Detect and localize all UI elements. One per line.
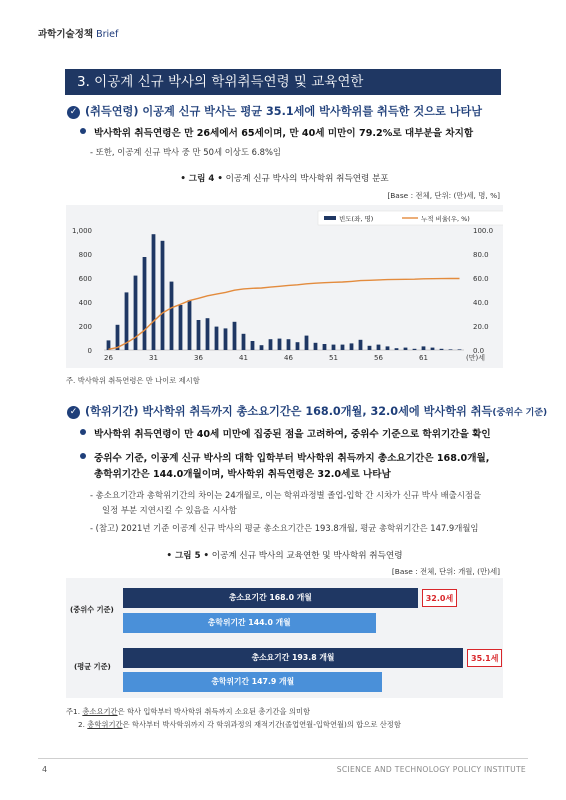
- group-label-median: (중위수 기준): [70, 605, 114, 614]
- bar-age-30: [143, 257, 147, 350]
- bar-age-41: [242, 334, 246, 350]
- publication-header: [38, 26, 118, 40]
- bullet-dot-icon: [80, 128, 86, 134]
- bar-median-degree-period: 총학위기간 144.0 개월: [123, 613, 376, 633]
- check-circle-icon: ✓: [67, 406, 80, 419]
- bar-age-62: [431, 348, 435, 350]
- age-callout-mean: 35.1세: [467, 649, 502, 667]
- note1-term: 총소요기간: [82, 707, 118, 716]
- block2-heading-basis: (중위수 기준): [492, 408, 548, 418]
- x-tick-label: 26: [104, 354, 113, 362]
- block1-bullet-text: 박사학위 취득연령은 만 26세에서 65세이며, 만 40세 미만이 79.2%로 대부분을 차지함: [94, 128, 474, 139]
- legend-bar-label: 빈도(좌, 명): [339, 215, 374, 223]
- legend-line-label: 누적 비율(우, %): [421, 215, 470, 223]
- left-tick-label: 400: [78, 299, 92, 307]
- bar-mean-degree-period: 총학위기간 147.9 개월: [123, 672, 382, 692]
- bullet-dot-icon: [80, 453, 86, 459]
- bar-age-53: [350, 343, 354, 350]
- bar-age-48: [305, 336, 309, 350]
- block2-bullet1: [80, 427, 491, 443]
- bar-age-35: [188, 300, 192, 350]
- figure5-base: [Base : 전체, 단위: 개월, (만)세]: [391, 567, 500, 576]
- figure5-note2: [78, 718, 401, 731]
- bar-age-47: [296, 342, 300, 350]
- block2-bullet2-line1: 중위수 기준, 이공계 신규 박사의 대학 입학부터 박사학위 취득까지 총소요기간은 168.0개월,: [94, 453, 490, 464]
- block2-sub1-line1: - 총소요기간과 총학위기간의 차이는 24개월로, 이는 학위과정별 졸업-입학 간 시차가 신규 박사 배출시점을: [90, 490, 482, 500]
- bar-age-64: [449, 349, 453, 350]
- footer-divider: [38, 758, 528, 759]
- left-tick-label: 200: [78, 323, 92, 331]
- note1-prefix: 주1.: [66, 707, 83, 716]
- bar-age-42: [251, 341, 255, 350]
- page-number: 4: [42, 765, 48, 774]
- x-tick-label: 46: [284, 354, 293, 362]
- figure5-title: [66, 549, 503, 561]
- figure5-label: • 그림 5 •: [166, 551, 210, 561]
- bar-age-56: [377, 345, 381, 350]
- block2-bullet1-text: 박사학위 취득연령이 만 40세 미만에 집중된 점을 고려하여, 중위수 기준으로 학위기간을 확인: [94, 429, 491, 440]
- block2-heading: [67, 403, 547, 419]
- check-circle-icon: ✓: [67, 106, 80, 119]
- figure4-title-text: 이공계 신규 박사의 박사학위 취득연령 분포: [225, 174, 389, 184]
- bar-age-39: [224, 328, 228, 350]
- figure4-note: 주. 박사학위 취득연령은 만 나이로 제시함: [66, 376, 200, 385]
- bar-age-31: [152, 234, 156, 350]
- bar-age-59: [404, 348, 408, 350]
- bar-age-65: [458, 349, 462, 350]
- block1-bullet: [80, 126, 473, 142]
- bar-age-54: [359, 340, 363, 350]
- bullet-dot-icon: [80, 429, 86, 435]
- bar-age-55: [368, 346, 372, 350]
- left-tick-label: 800: [78, 251, 92, 259]
- bar-age-49: [314, 343, 318, 350]
- x-tick-label: 51: [329, 354, 338, 362]
- education-period-chart: [66, 578, 503, 698]
- bar-age-51: [332, 345, 336, 350]
- right-tick-label: 100.0: [473, 227, 494, 235]
- figure5-title-text: 이공계 신규 박사의 교육연한 및 박사학위 취득연령: [211, 551, 403, 561]
- block1-sub: - 또한, 이공계 신규 박사 중 만 50세 이상도 6.8%임: [90, 147, 282, 157]
- right-tick-label: 0.0: [473, 347, 485, 355]
- bar-age-50: [323, 344, 327, 350]
- block2-heading-text: (학위기간) 박사학위 취득까지 총소요기간은 168.0개월, 32.0세에 박사학위 취득: [85, 405, 493, 418]
- right-tick-label: 20.0: [473, 323, 489, 331]
- left-tick-label: 600: [78, 275, 92, 283]
- institute-name: SCIENCE AND TECHNOLOGY POLICY INSTITUTE: [336, 765, 526, 774]
- right-tick-label: 40.0: [473, 299, 489, 307]
- publication-title: 과학기술정책: [38, 29, 94, 40]
- bar-age-36: [197, 320, 201, 350]
- block2-bullet2-line2: 총학위기간은 144.0개월이며, 박사학위 취득연령은 32.0세로 나타남: [94, 469, 391, 480]
- x-tick-label: 36: [194, 354, 203, 362]
- bar-age-33: [170, 282, 174, 350]
- note2-prefix: 2.: [78, 720, 88, 729]
- x-axis-label: (만)세: [466, 354, 485, 362]
- right-tick-label: 60.0: [473, 275, 489, 283]
- bar-age-43: [260, 345, 264, 350]
- block1-heading: [67, 103, 482, 119]
- x-tick-label: 56: [374, 354, 383, 362]
- figure4-label: • 그림 4 •: [180, 174, 223, 184]
- legend-bar-swatch: [324, 216, 336, 220]
- section-title: 3. 이공계 신규 박사의 학위취득연령 및 교육연한: [65, 69, 501, 95]
- right-tick-label: 80.0: [473, 251, 489, 259]
- block2-sub2: - (참고) 2021년 기준 이공계 신규 박사의 평균 총소요기간은 193.8개월, 평균 총학위기간은 147.9개월임: [90, 523, 479, 533]
- bar-age-52: [341, 345, 345, 350]
- block1-heading-text: (취득연령) 이공계 신규 박사는 평균 35.1세에 박사학위를 취득한 것으로 나타남: [85, 105, 483, 118]
- group-label-mean: (평균 기준): [74, 662, 111, 671]
- bar-mean-total-period: 총소요기간 193.8 개월: [123, 648, 463, 668]
- x-tick-label: 31: [149, 354, 158, 362]
- bar-age-46: [287, 339, 291, 350]
- bar-age-44: [269, 339, 273, 350]
- left-tick-label: 0: [87, 347, 92, 355]
- figure5-note1: [66, 705, 310, 718]
- bar-age-63: [440, 349, 444, 350]
- x-tick-label: 41: [239, 354, 248, 362]
- bar-age-37: [206, 318, 210, 350]
- bar-age-57: [386, 346, 390, 350]
- left-tick-label: 1,000: [71, 227, 92, 235]
- x-tick-label: 61: [419, 354, 428, 362]
- bar-age-32: [161, 241, 165, 350]
- bar-median-total-period: 총소요기간 168.0 개월: [123, 588, 418, 608]
- bar-age-58: [395, 348, 399, 350]
- block2-sub1-line2: 일정 부분 지연시킬 수 있음을 시사함: [102, 505, 237, 515]
- bar-age-34: [179, 305, 183, 350]
- publication-brief-label: Brief: [96, 29, 119, 40]
- bar-age-45: [278, 339, 282, 350]
- age-callout-median: 32.0세: [422, 589, 457, 607]
- note1-text: 은 학사 입학부터 박사학위 취득까지 소요된 총기간을 의미함: [117, 707, 311, 716]
- bar-age-38: [215, 327, 219, 350]
- bar-age-60: [413, 349, 417, 350]
- note2-text: 은 학사부터 박사학위까지 각 학위과정의 재적기간(졸업연월-입학연월)의 합으로 산정함: [122, 720, 401, 729]
- block2-bullet2: [80, 451, 489, 467]
- age-distribution-chart: [66, 205, 503, 368]
- bar-age-40: [233, 322, 237, 350]
- figure4-base: [Base : 전체, 단위: (만)세, 명, %]: [387, 191, 500, 200]
- figure4-title: [66, 172, 503, 184]
- note2-term: 총학위기간: [87, 720, 123, 729]
- bar-age-61: [422, 346, 426, 350]
